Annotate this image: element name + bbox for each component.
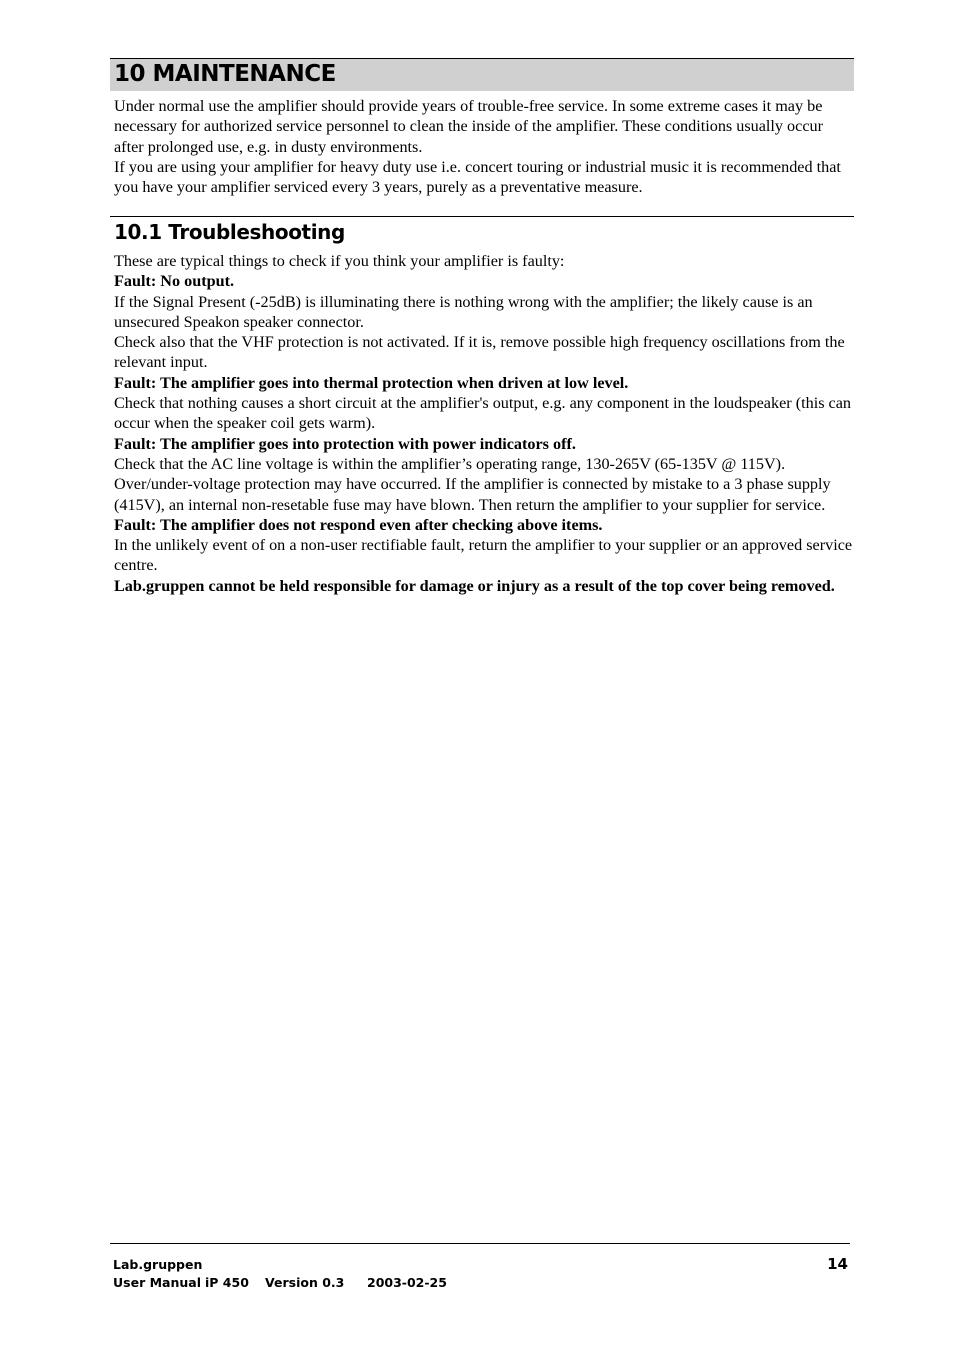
disclaimer: Lab.gruppen cannot be held responsible for damage or injury as a result of the top cover being removed. <box>114 576 835 595</box>
section-divider <box>110 216 854 217</box>
footer-version: Version 0.3 <box>265 1275 345 1290</box>
intro-block <box>114 96 854 197</box>
troubleshooting-lead: These are typical things to check if you think your amplifier is faulty: <box>114 252 565 270</box>
section-heading: 10 MAINTENANCE <box>114 61 336 87</box>
fault-title-1: Fault: No output. <box>114 272 235 291</box>
footer-divider <box>110 1243 850 1244</box>
footer-date: 2003-02-25 <box>367 1275 447 1290</box>
fault-text-1a: If the Signal Present (-25dB) is illuminating there is nothing wrong with the amplifier; the likely cause is an unsecured Speakon speaker connector. <box>114 292 813 331</box>
fault-text-2: Check that nothing causes a short circuit at the amplifier's output, e.g. any component in the loudspeaker (this can occur when the speaker coil gets warm). <box>114 394 851 433</box>
intro-paragraph-2: If you are using your amplifier for heavy duty use i.e. concert touring or industrial music it is recommended that you have your amplifier serviced every 3 years, purely as a preventative measure. <box>114 157 841 197</box>
fault-title-4: Fault: The amplifier does not respond even after checking above items. <box>114 515 603 534</box>
intro-paragraph-1: Under normal use the amplifier should provide years of trouble-free service. In some extreme cases it may be necessary for authorized service personnel to clean the inside of the amplifier. These conditions usually occur after prolonged use, e.g. in dusty environments. <box>114 97 824 156</box>
troubleshooting-block <box>114 251 854 596</box>
subsection-heading: 10.1 Troubleshooting <box>114 220 345 244</box>
fault-title-3: Fault: The amplifier goes into protection with power indicators off. <box>114 434 576 453</box>
page-number: 14 <box>827 1255 848 1273</box>
fault-text-1b: Check also that the VHF protection is not activated. If it is, remove possible high frequency oscillations from the relevant input. <box>114 333 845 372</box>
fault-title-2: Fault: The amplifier goes into thermal protection when driven at low level. <box>114 373 629 392</box>
fault-text-4: In the unlikely event of on a non-user rectifiable fault, return the amplifier to your supplier or an approved service centre. <box>114 536 853 575</box>
footer-model: iP 450 <box>205 1275 249 1290</box>
section-heading-bar <box>110 58 854 91</box>
footer-company: Lab.gruppen <box>113 1257 203 1272</box>
footer-doc: User Manual <box>113 1275 201 1290</box>
fault-text-3: Check that the AC line voltage is within the amplifier’s operating range, 130-265V (65-135V @ 115V). Over/under-voltage protection may have occurred. If the amplifier is connected by mistake to a 3 phase supply (415V), an internal non-resetable fuse may have blown. Then return the amplifier to your supplier for service. <box>114 454 831 514</box>
